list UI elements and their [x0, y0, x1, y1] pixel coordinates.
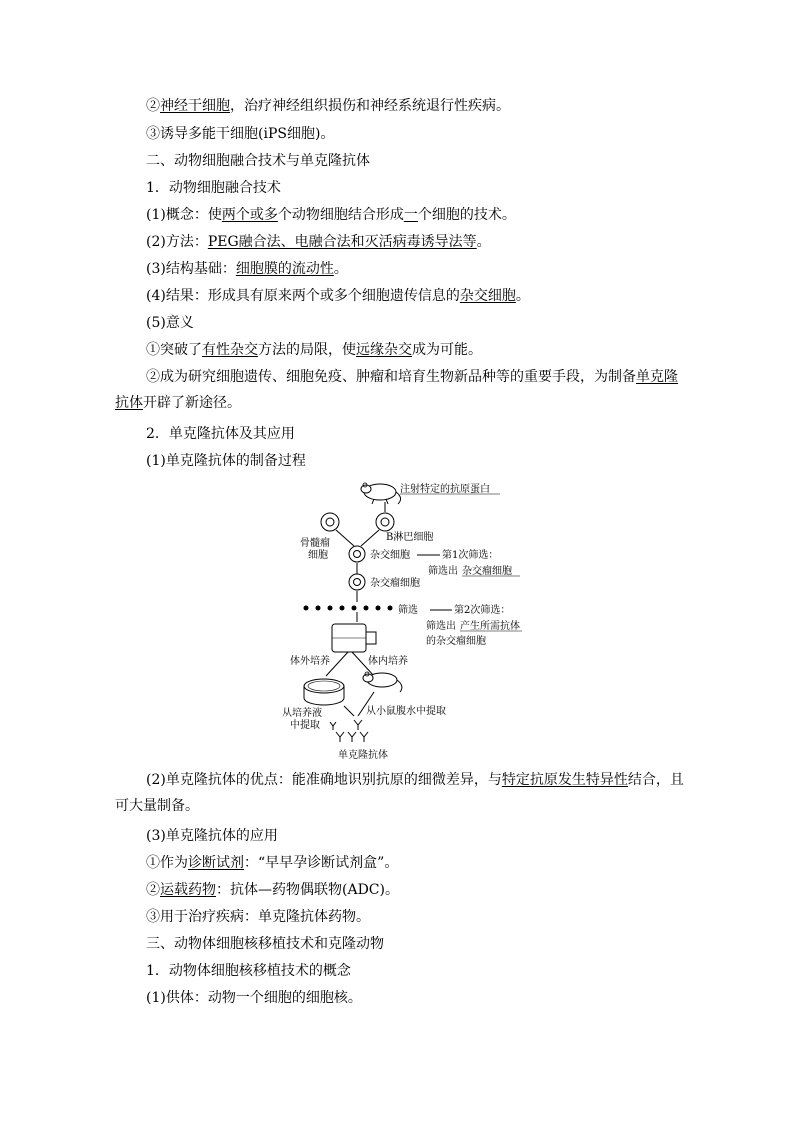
line-neural-stem: ②神经干细胞，治疗神经组织损伤和神经系统退行性疾病。: [146, 98, 510, 114]
section-heading-3: 三、动物体细胞核移植技术和克隆动物: [146, 936, 384, 952]
term-neural-stem-cell: 神经干细胞: [160, 98, 230, 114]
label-first-screen-target: 杂交瘤细胞: [462, 566, 512, 577]
line-significance: (5)意义: [146, 315, 194, 331]
label-second-screen: 第2次筛选：: [454, 605, 511, 616]
label-myeloma-2: 细胞: [308, 550, 328, 561]
label-second-screen-end: 的杂交瘤细胞: [426, 636, 486, 647]
label-first-screen: 第1次筛选：: [442, 550, 499, 561]
label-hybridoma: 杂交瘤细胞: [370, 578, 420, 589]
line-concept: (1)概念：使两个或多个动物细胞结合形成一个细胞的技术。: [146, 207, 516, 223]
subheading-nuclear-transfer: 1．动物体细胞核移植技术的概念: [146, 963, 351, 979]
label-in-vivo: 体内培养: [368, 656, 408, 667]
subheading-cell-fusion: 1．动物细胞融合技术: [146, 180, 281, 196]
culture-bottle-icon: [332, 624, 376, 652]
screening-dots: [304, 606, 393, 611]
label-first-screen-pre: 筛选出: [428, 566, 458, 577]
line-mab-applications: (3)单克隆抗体的应用: [146, 828, 278, 844]
line-therapy: ③用于治疗疾病：单克隆抗体药物。: [146, 909, 370, 925]
line-ips: ③诱导多能干细胞(iPS细胞)。: [146, 126, 335, 142]
hybrid-cell-icon: [349, 546, 365, 562]
hybridoma-cell-icon: [349, 574, 365, 590]
label-screen: 筛选: [398, 605, 418, 616]
mab-preparation-diagram: [270, 470, 520, 762]
line-diagnostic: ①作为诊断试剂：“早早孕诊断试剂盒”。: [146, 855, 399, 871]
label-culture-extract-1: 从培养液: [282, 708, 322, 719]
label-b-cell: B淋巴细胞: [386, 532, 434, 543]
petri-dish-icon: [304, 679, 344, 705]
mouse-icon-top: [361, 483, 401, 504]
section-heading-2: 二、动物细胞融合技术与单克隆抗体: [146, 153, 370, 169]
myeloma-cell-icon: [321, 513, 339, 531]
mouse-icon-bottom: [363, 672, 402, 692]
antibody-icons: [330, 720, 368, 742]
line-donor: (1)供体：动物一个细胞的细胞核。: [146, 990, 362, 1006]
label-culture-extract-2: 中提取: [290, 720, 320, 731]
paragraph-research-means: ②成为研究细胞遗传、细胞免疫、肿瘤和培育生物新品种等的重要手段，为制备单克隆抗体开辟了新途径。: [115, 369, 678, 411]
label-ascites-extract: 从小鼠腹水中提取: [366, 706, 446, 717]
label-myeloma-1: 骨髓瘤: [300, 538, 330, 549]
subheading-mab: 2．单克隆抗体及其应用: [146, 426, 295, 442]
label-mab: 单克隆抗体: [338, 750, 388, 761]
line-prep-process: (1)单克隆抗体的制备过程: [146, 453, 306, 469]
line-breakthrough: ①突破了有性杂交方法的局限，使远缘杂交成为可能。: [146, 342, 482, 358]
label-second-screen-pre: 筛选出: [426, 621, 456, 632]
paragraph-mab-advantages: (2)单克隆抗体的优点：能准确地识别抗原的细微差异，与特定抗原发生特异性结合，且可大量制备。: [115, 772, 684, 814]
label-hybrid-cell: 杂交细胞: [370, 550, 410, 561]
label-inject-antigen: 注射特定的抗原蛋白: [400, 484, 490, 495]
line-structure-basis: (3)结构基础：细胞膜的流动性。: [146, 261, 348, 277]
line-method: (2)方法：PEG融合法、电融合法和灭活病毒诱导法等。: [146, 234, 491, 250]
b-cell-icon: [376, 513, 394, 531]
label-in-vitro: 体外培养: [290, 656, 330, 667]
line-result: (4)结果：形成具有原来两个或多个细胞遗传信息的杂交细胞。: [146, 288, 530, 304]
label-second-screen-target: 产生所需抗体: [460, 621, 520, 632]
line-drug-delivery: ②运载药物：抗体—药物偶联物(ADC)。: [146, 882, 399, 898]
